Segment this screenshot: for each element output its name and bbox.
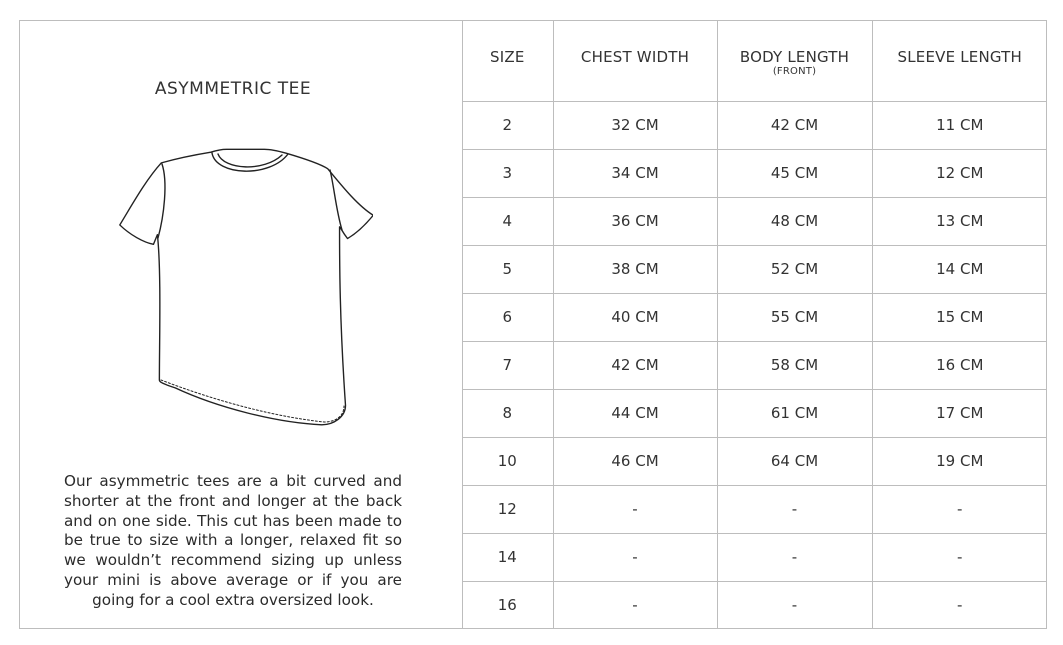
cell-body: 45 CM <box>717 149 872 197</box>
product-description: Our asymmetric tees are a bit curved and shorter at the front and longer at the back and on one side. This cut has been made to be true to size with a longer, relaxed fit so we wouldn’t recommend sizing up unless your mini is above average or if you are going for a cool extra oversized look. <box>64 472 402 609</box>
cell-sleeve: - <box>872 533 1047 581</box>
tee-illustration <box>98 126 373 426</box>
header-body-length-label: BODY LENGTH <box>739 48 850 66</box>
cell-sleeve: 11 CM <box>872 101 1047 149</box>
header-sleeve-length: SLEEVE LENGTH <box>872 21 1047 101</box>
cell-size: 12 <box>462 485 553 533</box>
cell-body: 52 CM <box>717 245 872 293</box>
cell-chest: - <box>553 533 717 581</box>
cell-chest: 46 CM <box>553 437 717 485</box>
cell-size: 3 <box>462 149 553 197</box>
size-table <box>462 21 1047 628</box>
cell-body: - <box>717 581 872 628</box>
table-row <box>462 437 1047 485</box>
cell-body: 48 CM <box>717 197 872 245</box>
product-title: ASYMMETRIC TEE <box>154 79 312 99</box>
cell-size: 14 <box>462 533 553 581</box>
table-row <box>462 533 1047 581</box>
cell-body: 64 CM <box>717 437 872 485</box>
size-chart <box>19 20 1047 629</box>
cell-chest: 38 CM <box>553 245 717 293</box>
table-row <box>462 293 1047 341</box>
cell-sleeve: - <box>872 485 1047 533</box>
cell-body: - <box>717 533 872 581</box>
table-row <box>462 485 1047 533</box>
cell-size: 8 <box>462 389 553 437</box>
cell-sleeve: 16 CM <box>872 341 1047 389</box>
cell-body: 42 CM <box>717 101 872 149</box>
table-row <box>462 581 1047 628</box>
cell-chest: 34 CM <box>553 149 717 197</box>
cell-size: 5 <box>462 245 553 293</box>
cell-body: - <box>717 485 872 533</box>
cell-sleeve: 13 CM <box>872 197 1047 245</box>
cell-sleeve: 14 CM <box>872 245 1047 293</box>
cell-body: 58 CM <box>717 341 872 389</box>
table-header-row <box>462 21 1047 101</box>
cell-size: 4 <box>462 197 553 245</box>
cell-sleeve: - <box>872 581 1047 628</box>
cell-chest: - <box>553 485 717 533</box>
table-row <box>462 389 1047 437</box>
cell-body: 55 CM <box>717 293 872 341</box>
header-body-length <box>717 21 872 101</box>
cell-sleeve: 15 CM <box>872 293 1047 341</box>
cell-chest: 32 CM <box>553 101 717 149</box>
cell-chest: 36 CM <box>553 197 717 245</box>
table-body <box>462 101 1047 628</box>
table-row <box>462 341 1047 389</box>
cell-size: 6 <box>462 293 553 341</box>
cell-chest: 44 CM <box>553 389 717 437</box>
cell-size: 2 <box>462 101 553 149</box>
table-row <box>462 101 1047 149</box>
header-chest-width: CHEST WIDTH <box>553 21 717 101</box>
header-body-length-note: (FRONT) <box>772 66 817 77</box>
cell-body: 61 CM <box>717 389 872 437</box>
cell-chest: 40 CM <box>553 293 717 341</box>
product-panel <box>20 21 463 628</box>
table-row <box>462 245 1047 293</box>
cell-chest: - <box>553 581 717 628</box>
cell-size: 7 <box>462 341 553 389</box>
cell-size: 10 <box>462 437 553 485</box>
cell-sleeve: 19 CM <box>872 437 1047 485</box>
cell-size: 16 <box>462 581 553 628</box>
table-row <box>462 149 1047 197</box>
table-row <box>462 197 1047 245</box>
cell-sleeve: 12 CM <box>872 149 1047 197</box>
cell-sleeve: 17 CM <box>872 389 1047 437</box>
cell-chest: 42 CM <box>553 341 717 389</box>
header-size: SIZE <box>462 21 553 101</box>
